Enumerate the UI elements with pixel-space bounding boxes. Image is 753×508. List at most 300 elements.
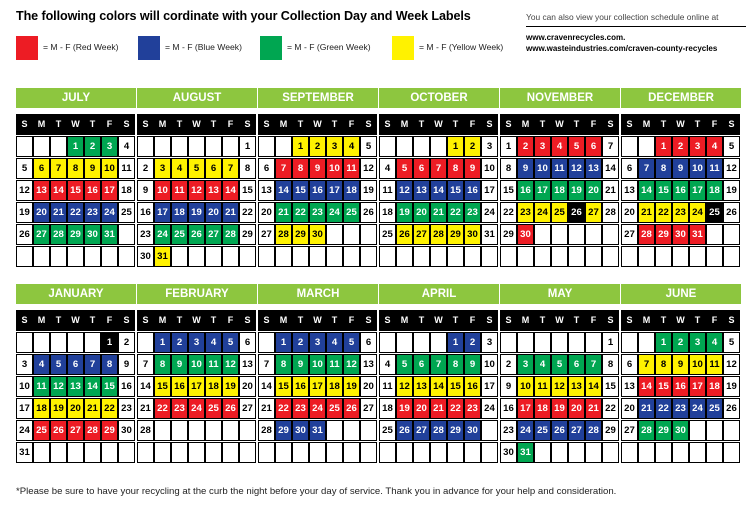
- day-cell: 6: [205, 158, 222, 179]
- day-cell: 28: [258, 420, 275, 441]
- empty-day-cell: [258, 332, 275, 353]
- day-cell: 2: [171, 332, 188, 353]
- day-cell: 30: [517, 224, 534, 245]
- day-cell: 6: [585, 136, 602, 157]
- weekday-label: T: [447, 114, 464, 135]
- empty-day-cell: [464, 442, 481, 463]
- weekday-label: M: [638, 310, 655, 331]
- empty-day-cell: [154, 420, 171, 441]
- empty-day-cell: [517, 332, 534, 353]
- day-cell: 14: [430, 180, 447, 201]
- day-cell: 31: [16, 442, 33, 463]
- day-cell: 11: [118, 158, 135, 179]
- day-cell: 15: [154, 376, 171, 397]
- day-cell: 26: [360, 202, 377, 223]
- weekday-label: T: [171, 310, 188, 331]
- day-cell: 30: [118, 420, 135, 441]
- empty-day-cell: [16, 332, 33, 353]
- empty-day-cell: [481, 442, 498, 463]
- empty-day-cell: [689, 246, 706, 267]
- day-cell: 15: [239, 180, 256, 201]
- empty-day-cell: [638, 246, 655, 267]
- day-cell: 25: [379, 420, 396, 441]
- empty-day-cell: [309, 442, 326, 463]
- empty-day-cell: [343, 224, 360, 245]
- day-cell: 23: [464, 398, 481, 419]
- day-cell: 25: [326, 398, 343, 419]
- weekday-label: F: [101, 310, 118, 331]
- month-grid: [500, 114, 620, 268]
- weekday-label: F: [343, 310, 360, 331]
- empty-day-cell: [723, 224, 740, 245]
- empty-day-cell: [275, 136, 292, 157]
- day-cell: 22: [447, 202, 464, 223]
- weekday-label: T: [50, 310, 67, 331]
- day-cell: 4: [706, 136, 723, 157]
- empty-day-cell: [602, 442, 619, 463]
- month-grid: [500, 310, 620, 464]
- wasteindustries-link[interactable]: www.wasteindustries.com/craven-county-recycles: [526, 44, 718, 53]
- day-cell: 9: [309, 158, 326, 179]
- empty-day-cell: [551, 224, 568, 245]
- headline: The following colors will cordinate with your Collection Day and Week Labels: [16, 9, 471, 23]
- day-cell: 26: [396, 224, 413, 245]
- day-cell: 29: [447, 224, 464, 245]
- day-cell: 16: [464, 376, 481, 397]
- day-cell: 23: [517, 202, 534, 223]
- empty-day-cell: [379, 442, 396, 463]
- day-cell: 27: [413, 420, 430, 441]
- day-cell: 8: [447, 158, 464, 179]
- day-cell: 1: [292, 136, 309, 157]
- day-cell: 16: [672, 180, 689, 201]
- day-cell: 10: [689, 158, 706, 179]
- empty-day-cell: [602, 246, 619, 267]
- day-cell: 12: [551, 376, 568, 397]
- day-cell: 14: [638, 376, 655, 397]
- day-cell: 26: [343, 398, 360, 419]
- day-cell: 6: [239, 332, 256, 353]
- weekday-label: W: [672, 310, 689, 331]
- empty-day-cell: [67, 442, 84, 463]
- legend-label: = M - F (Blue Week): [165, 42, 242, 52]
- empty-day-cell: [621, 332, 638, 353]
- day-cell: 16: [517, 180, 534, 201]
- day-cell: 1: [447, 332, 464, 353]
- day-cell: 2: [309, 136, 326, 157]
- day-cell: 31: [154, 246, 171, 267]
- footnote: *Please be sure to have your recycling at the curb the night before your day of service. Thank you in advance for your help and consideration.: [16, 486, 617, 497]
- day-cell: 4: [205, 332, 222, 353]
- day-cell: 3: [534, 136, 551, 157]
- empty-day-cell: [464, 246, 481, 267]
- weekday-label: M: [396, 310, 413, 331]
- empty-day-cell: [430, 442, 447, 463]
- day-cell: 27: [258, 224, 275, 245]
- day-cell: 5: [723, 332, 740, 353]
- day-cell: 11: [205, 354, 222, 375]
- empty-day-cell: [275, 442, 292, 463]
- empty-day-cell: [638, 442, 655, 463]
- day-cell: 17: [689, 376, 706, 397]
- empty-day-cell: [118, 442, 135, 463]
- day-cell: 5: [396, 158, 413, 179]
- day-cell: 28: [430, 224, 447, 245]
- weekday-label: F: [101, 114, 118, 135]
- day-cell: 14: [275, 180, 292, 201]
- day-cell: 13: [413, 376, 430, 397]
- day-cell: 15: [67, 180, 84, 201]
- day-cell: 2: [672, 332, 689, 353]
- day-cell: 7: [585, 354, 602, 375]
- day-cell: 6: [360, 332, 377, 353]
- day-cell: 11: [379, 180, 396, 201]
- day-cell: 10: [689, 354, 706, 375]
- empty-day-cell: [585, 442, 602, 463]
- day-cell: 19: [568, 180, 585, 201]
- empty-day-cell: [101, 246, 118, 267]
- day-cell: 22: [500, 202, 517, 223]
- weekday-label: W: [430, 310, 447, 331]
- day-cell: 20: [568, 398, 585, 419]
- day-cell: 7: [50, 158, 67, 179]
- empty-day-cell: [447, 442, 464, 463]
- day-cell: 27: [621, 224, 638, 245]
- empty-day-cell: [706, 224, 723, 245]
- month-title: FEBRUARY: [137, 284, 257, 304]
- day-cell: 21: [638, 202, 655, 223]
- day-cell: 1: [275, 332, 292, 353]
- day-cell: 20: [205, 202, 222, 223]
- day-cell: 29: [67, 224, 84, 245]
- day-cell: 17: [481, 180, 498, 201]
- month-grid: [379, 114, 499, 268]
- day-cell: 30: [672, 224, 689, 245]
- empty-day-cell: [33, 332, 50, 353]
- day-cell: 5: [360, 136, 377, 157]
- day-cell: 3: [154, 158, 171, 179]
- empty-day-cell: [568, 442, 585, 463]
- empty-day-cell: [568, 224, 585, 245]
- day-cell: 24: [481, 202, 498, 223]
- day-cell: 3: [188, 332, 205, 353]
- weekday-label: S: [723, 114, 740, 135]
- empty-day-cell: [500, 246, 517, 267]
- day-cell: 13: [205, 180, 222, 201]
- weekday-label: S: [379, 310, 396, 331]
- empty-day-cell: [517, 246, 534, 267]
- day-cell: 25: [171, 224, 188, 245]
- day-cell: 22: [655, 398, 672, 419]
- day-cell: 10: [481, 354, 498, 375]
- empty-day-cell: [430, 136, 447, 157]
- empty-day-cell: [672, 246, 689, 267]
- day-cell: 30: [137, 246, 154, 267]
- day-cell: 24: [689, 202, 706, 223]
- empty-day-cell: [188, 420, 205, 441]
- weekday-label: S: [481, 310, 498, 331]
- weekday-label: S: [481, 114, 498, 135]
- day-cell: 9: [517, 158, 534, 179]
- day-cell: 9: [84, 158, 101, 179]
- day-cell: 21: [430, 398, 447, 419]
- day-cell: 13: [585, 158, 602, 179]
- day-cell: 26: [568, 202, 585, 223]
- empty-day-cell: [585, 246, 602, 267]
- blue-swatch: [138, 36, 160, 60]
- day-cell: 20: [413, 202, 430, 223]
- day-cell: 10: [101, 158, 118, 179]
- day-cell: 21: [222, 202, 239, 223]
- day-cell: 27: [67, 420, 84, 441]
- weekday-label: W: [67, 310, 84, 331]
- day-cell: 29: [655, 420, 672, 441]
- month-title: MARCH: [258, 284, 378, 304]
- weekday-label: T: [689, 310, 706, 331]
- day-cell: 10: [188, 354, 205, 375]
- day-cell: 13: [413, 180, 430, 201]
- weekday-label: T: [534, 310, 551, 331]
- day-cell: 11: [706, 354, 723, 375]
- empty-day-cell: [222, 136, 239, 157]
- month-title: OCTOBER: [379, 88, 499, 108]
- day-cell: 22: [292, 202, 309, 223]
- day-cell: 7: [638, 158, 655, 179]
- empty-day-cell: [154, 442, 171, 463]
- empty-day-cell: [171, 420, 188, 441]
- empty-day-cell: [360, 246, 377, 267]
- empty-day-cell: [137, 332, 154, 353]
- day-cell: 26: [723, 202, 740, 223]
- day-cell: 23: [672, 398, 689, 419]
- day-cell: 6: [33, 158, 50, 179]
- day-cell: 12: [16, 180, 33, 201]
- day-cell: 9: [118, 354, 135, 375]
- day-cell: 11: [534, 376, 551, 397]
- day-cell: 27: [239, 398, 256, 419]
- day-cell: 26: [188, 224, 205, 245]
- day-cell: 1: [154, 332, 171, 353]
- month-grid: [16, 114, 136, 268]
- empty-day-cell: [33, 442, 50, 463]
- month-title: SEPTEMBER: [258, 88, 378, 108]
- month-grid: [379, 310, 499, 464]
- day-cell: 6: [67, 354, 84, 375]
- empty-day-cell: [67, 246, 84, 267]
- empty-day-cell: [33, 136, 50, 157]
- day-cell: 18: [343, 180, 360, 201]
- day-cell: 22: [239, 202, 256, 223]
- month-title: MAY: [500, 284, 620, 304]
- day-cell: 9: [672, 354, 689, 375]
- weekday-label: T: [655, 310, 672, 331]
- empty-day-cell: [706, 246, 723, 267]
- month-grid: [621, 310, 741, 464]
- day-cell: 29: [500, 224, 517, 245]
- empty-day-cell: [101, 442, 118, 463]
- month-grid: [258, 310, 378, 464]
- day-cell: 26: [222, 398, 239, 419]
- day-cell: 12: [343, 354, 360, 375]
- day-cell: 15: [447, 376, 464, 397]
- empty-day-cell: [602, 224, 619, 245]
- day-cell: 19: [551, 398, 568, 419]
- day-cell: 27: [33, 224, 50, 245]
- day-cell: 19: [360, 180, 377, 201]
- weekday-label: S: [602, 114, 619, 135]
- day-cell: 13: [621, 376, 638, 397]
- day-cell: 15: [292, 180, 309, 201]
- day-cell: 12: [50, 376, 67, 397]
- empty-day-cell: [50, 136, 67, 157]
- day-cell: 21: [275, 202, 292, 223]
- day-cell: 31: [101, 224, 118, 245]
- day-cell: 28: [50, 224, 67, 245]
- day-cell: 3: [689, 332, 706, 353]
- day-cell: 2: [84, 136, 101, 157]
- day-cell: 13: [360, 354, 377, 375]
- empty-day-cell: [239, 420, 256, 441]
- day-cell: 20: [67, 398, 84, 419]
- month-title: AUGUST: [137, 88, 257, 108]
- day-cell: 17: [309, 376, 326, 397]
- day-cell: 12: [222, 354, 239, 375]
- day-cell: 29: [602, 420, 619, 441]
- month-title: NOVEMBER: [500, 88, 620, 108]
- empty-day-cell: [171, 442, 188, 463]
- empty-day-cell: [585, 224, 602, 245]
- weekday-label: F: [222, 310, 239, 331]
- empty-day-cell: [343, 246, 360, 267]
- day-cell: 9: [464, 158, 481, 179]
- empty-day-cell: [16, 136, 33, 157]
- day-cell: 14: [602, 158, 619, 179]
- day-cell: 2: [464, 136, 481, 157]
- day-cell: 21: [137, 398, 154, 419]
- day-cell: 17: [326, 180, 343, 201]
- empty-day-cell: [621, 246, 638, 267]
- month-title: JANUARY: [16, 284, 136, 304]
- day-cell: 5: [723, 136, 740, 157]
- day-cell: 28: [585, 420, 602, 441]
- day-cell: 9: [500, 376, 517, 397]
- month-grid: [137, 114, 257, 268]
- weekday-label: M: [275, 114, 292, 135]
- day-cell: 14: [585, 376, 602, 397]
- month-title: JULY: [16, 88, 136, 108]
- day-cell: 21: [638, 398, 655, 419]
- day-cell: 17: [689, 180, 706, 201]
- day-cell: 10: [534, 158, 551, 179]
- day-cell: 13: [621, 180, 638, 201]
- empty-day-cell: [621, 136, 638, 157]
- weekday-label: W: [672, 114, 689, 135]
- day-cell: 14: [430, 376, 447, 397]
- weekday-label: W: [430, 114, 447, 135]
- day-cell: 25: [33, 420, 50, 441]
- weekday-label: W: [67, 114, 84, 135]
- day-cell: 23: [84, 202, 101, 223]
- day-cell: 8: [602, 354, 619, 375]
- weekday-label: T: [447, 310, 464, 331]
- day-cell: 19: [723, 376, 740, 397]
- day-cell: 23: [464, 202, 481, 223]
- empty-day-cell: [706, 442, 723, 463]
- day-cell: 19: [723, 180, 740, 201]
- day-cell: 21: [585, 398, 602, 419]
- empty-day-cell: [534, 332, 551, 353]
- day-cell: 20: [413, 398, 430, 419]
- weekday-label: S: [16, 114, 33, 135]
- empty-day-cell: [50, 332, 67, 353]
- empty-day-cell: [239, 246, 256, 267]
- weekday-label: S: [258, 310, 275, 331]
- day-cell: 15: [500, 180, 517, 201]
- header: [0, 0, 753, 80]
- day-cell: 4: [551, 136, 568, 157]
- day-cell: 31: [481, 224, 498, 245]
- day-cell: 13: [258, 180, 275, 201]
- day-cell: 1: [67, 136, 84, 157]
- day-cell: 24: [517, 420, 534, 441]
- day-cell: 11: [379, 376, 396, 397]
- empty-day-cell: [171, 246, 188, 267]
- empty-day-cell: [638, 136, 655, 157]
- empty-day-cell: [396, 246, 413, 267]
- day-cell: 12: [396, 180, 413, 201]
- day-cell: 21: [50, 202, 67, 223]
- day-cell: 26: [396, 420, 413, 441]
- weekday-label: M: [396, 114, 413, 135]
- day-cell: 6: [621, 158, 638, 179]
- day-cell: 16: [309, 180, 326, 201]
- day-cell: 26: [551, 420, 568, 441]
- day-cell: 24: [188, 398, 205, 419]
- empty-day-cell: [137, 136, 154, 157]
- weekday-label: S: [16, 310, 33, 331]
- day-cell: 16: [464, 180, 481, 201]
- day-cell: 3: [481, 136, 498, 157]
- day-cell: 12: [723, 158, 740, 179]
- cravenrecycles-link[interactable]: www.cravenrecycles.com.: [526, 33, 626, 42]
- day-cell: 3: [689, 136, 706, 157]
- empty-day-cell: [292, 442, 309, 463]
- online-links: [526, 26, 746, 54]
- weekday-label: S: [723, 310, 740, 331]
- day-cell: 24: [309, 398, 326, 419]
- empty-day-cell: [16, 246, 33, 267]
- day-cell: 23: [500, 420, 517, 441]
- weekday-label: W: [188, 310, 205, 331]
- month-title: APRIL: [379, 284, 499, 304]
- day-cell: 4: [706, 332, 723, 353]
- day-cell: 30: [309, 224, 326, 245]
- day-cell: 16: [171, 376, 188, 397]
- day-cell: 10: [326, 158, 343, 179]
- day-cell: 25: [205, 398, 222, 419]
- day-cell: 24: [16, 420, 33, 441]
- day-cell: 8: [500, 158, 517, 179]
- day-cell: 25: [706, 202, 723, 223]
- day-cell: 1: [655, 332, 672, 353]
- day-cell: 16: [84, 180, 101, 201]
- empty-day-cell: [258, 136, 275, 157]
- day-cell: 10: [481, 158, 498, 179]
- empty-day-cell: [568, 332, 585, 353]
- day-cell: 5: [16, 158, 33, 179]
- empty-day-cell: [258, 442, 275, 463]
- day-cell: 11: [171, 180, 188, 201]
